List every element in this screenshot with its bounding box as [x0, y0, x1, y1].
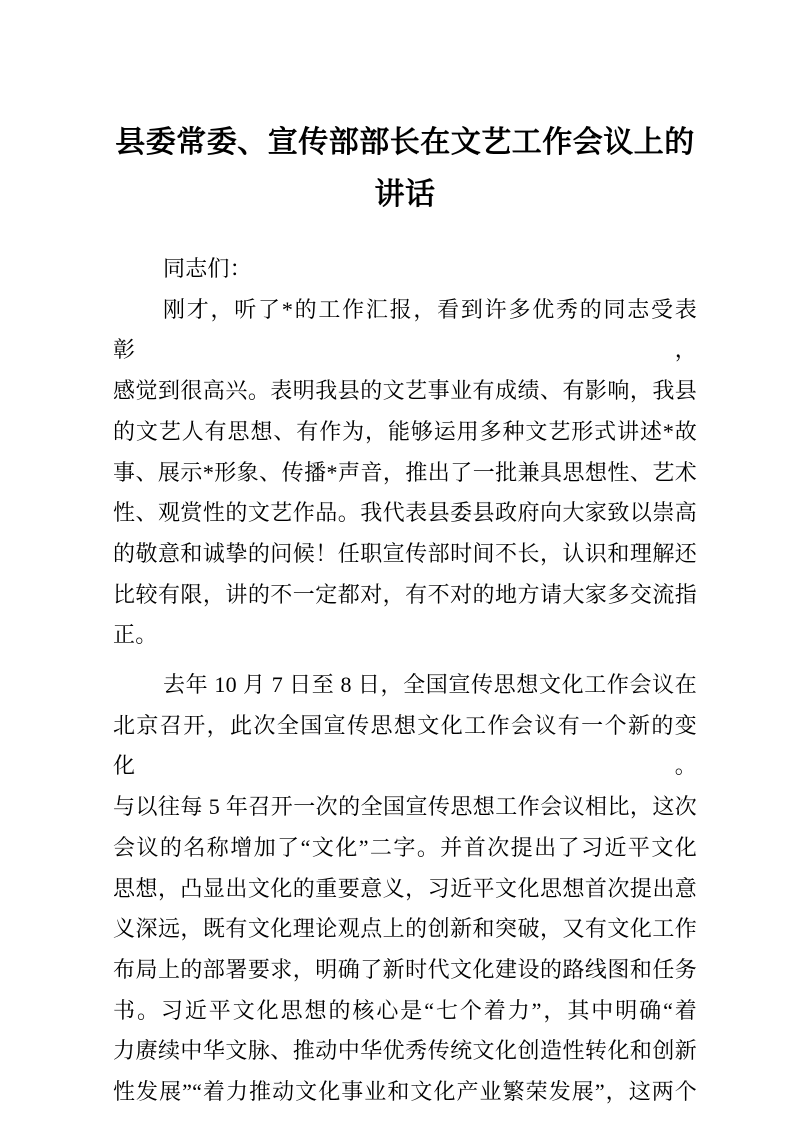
text-line: 义深远，既有文化理论观点上的创新和突破，又有文化工作 [113, 916, 697, 942]
text-line: 力赓续中华文脉、推动中华优秀传统文化创造性转化和创新 [113, 1038, 697, 1064]
text-line: 与以往每 5 年召开一次的全国宣传思想工作会议相比，这次 [113, 794, 697, 820]
text-line: 的文艺人有思想、有作为，能够运用多种文艺形式讲述*故 [113, 418, 697, 444]
paragraph [113, 665, 697, 1113]
document-body [113, 249, 697, 1113]
text-line: 比较有限，讲的不一定都对，有不对的地方请大家多交流指 [113, 581, 697, 607]
paragraph [113, 249, 697, 290]
text-line: 书。习近平文化思想的核心是“七个着力”，其中明确“着 [113, 997, 697, 1023]
text-line: 同志们： [163, 256, 252, 281]
text-line: 布局上的部署要求，明确了新时代文化建设的路线图和任务 [113, 956, 697, 982]
document-title-line-1: 县委常委、宣传部部长在文艺工作会议上的 [115, 126, 695, 159]
text-line: 会议的名称增加了“文化”二字。并首次提出了习近平文化 [113, 834, 697, 860]
text-line: 感觉到很高兴。表明我县的文艺事业有成绩、有影响，我县 [113, 378, 697, 404]
text-line: 正。 [113, 622, 158, 648]
paragraph [113, 290, 697, 656]
text-line: 的敬意和诚挚的问候！任职宣传部时间不长，认识和理解还 [113, 540, 697, 566]
document-title-line-2: 讲话 [374, 178, 436, 211]
text-line: 事、展示*形象、传播*声音，推出了一批兼具思想性、艺术 [113, 459, 697, 485]
text-line: 刚才，听了*的工作汇报，看到许多优秀的同志受表彰， [113, 296, 697, 363]
text-line: 性发展”“着力推动文化事业和文化产业繁荣发展”，这两个 [113, 1079, 697, 1105]
document-title [113, 117, 697, 221]
text-line: 去年 10 月 7 日至 8 日，全国宣传思想文化工作会议在 [163, 672, 697, 698]
text-line: 性、观赏性的文艺作品。我代表县委县政府向大家致以崇高 [113, 500, 697, 526]
text-line: 思想，凸显出文化的重要意义，习近平文化思想首次提出意 [113, 875, 697, 901]
text-line: 北京召开，此次全国宣传思想文化工作会议有一个新的变化。 [113, 712, 697, 779]
